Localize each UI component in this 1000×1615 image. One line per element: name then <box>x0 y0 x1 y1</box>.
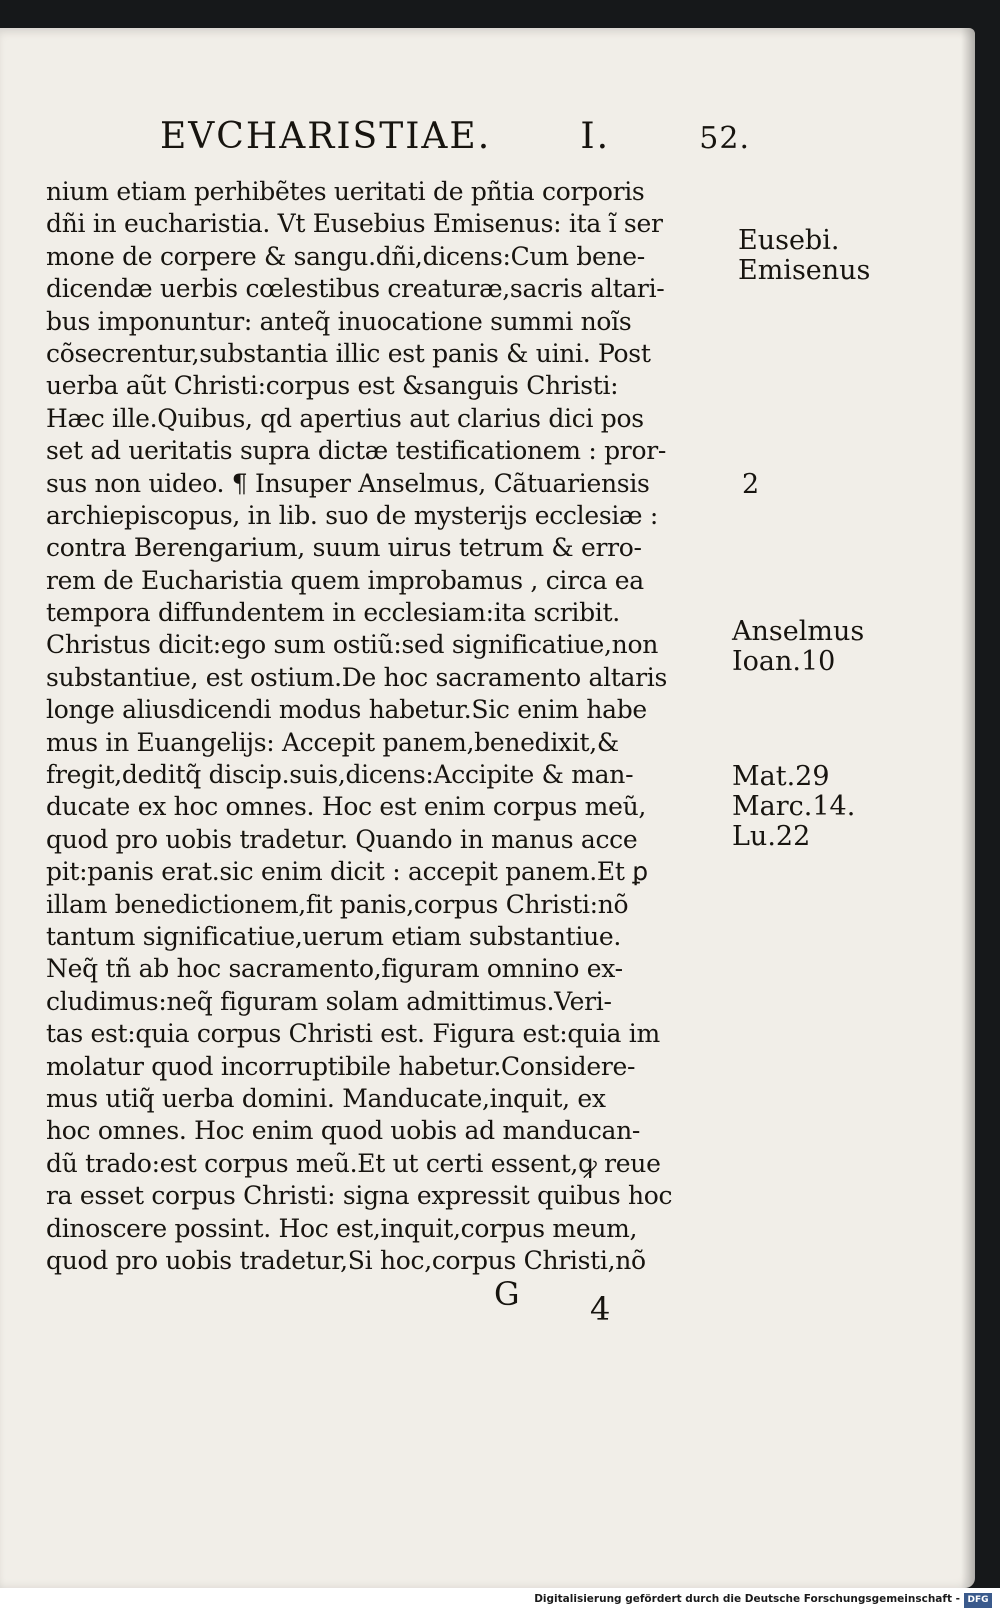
text-line: contra Berengarium, suum uirus tetrum & erro- <box>46 533 642 563</box>
marginal-note-line: Marc.14. <box>732 791 856 822</box>
marginal-note-gospels <box>732 762 855 852</box>
marginal-note-number: 2 <box>742 469 760 500</box>
text-line: substantiue, est ostium.De hoc sacramento altaris <box>46 662 667 692</box>
text-line: set ad ueritatis supra dictæ testificationem : pror- <box>46 436 666 466</box>
text-line: quod pro uobis tradetur. Quando in manus acce <box>46 824 638 854</box>
text-line: dinoscere possint. Hoc est,inquit,corpus meum, <box>46 1213 638 1243</box>
text-line: dñi in eucharistia. Vt Eusebius Emisenus: ita ĩ ser <box>46 209 663 239</box>
marginal-note-line: Anselmus <box>732 616 865 647</box>
text-line: hoc omnes. Hoc enim quod uobis ad manducan- <box>46 1116 641 1146</box>
marginal-note-line: Mat.29 <box>732 761 830 792</box>
text-line: tempora diffundentem in ecclesiam:ita scribit. <box>46 598 620 628</box>
page-number: 52. <box>699 121 750 156</box>
text-line: uerba aũt Christi:corpus est &sanguis Christi: <box>46 371 619 401</box>
text-line: longe aliusdicendi modus habetur.Sic enim habe <box>46 695 647 725</box>
text-line: bus imponuntur: anteq̃ inuocatione summi noĩs <box>46 306 632 336</box>
text-line: mone de corpere & sangu.dñi,dicens:Cum bene- <box>46 241 645 271</box>
text-line: dũ trado:est corpus meũ.Et ut certi essent,ꝙ reue <box>46 1148 661 1178</box>
running-head-chapter: I. <box>580 116 611 157</box>
signature-number: 4 <box>590 1290 611 1328</box>
digitization-credit-bar <box>0 1588 1000 1615</box>
text-line: molatur quod incorruptibile habetur.Considere- <box>46 1051 636 1081</box>
text-line: illam benedictionem,fit panis,corpus Christi:nõ <box>46 889 629 919</box>
running-head-title: EVCHARISTIAE. <box>160 116 492 157</box>
text-line: mus in Euangelijs: Accepit panem,benedixit,& <box>46 727 619 757</box>
running-head <box>160 116 750 157</box>
text-line: pit:panis erat.sic enim dicit : accepit panem.Et ꝑ <box>46 857 648 887</box>
text-line: archiepiscopus, in lib. suo de mysterijs ecclesiæ : <box>46 500 659 530</box>
text-line: tantum significatiue,uerum etiam substantiue. <box>46 921 622 951</box>
marginal-note-line: Ioan.10 <box>732 646 836 677</box>
signature-mark: G <box>494 1275 520 1313</box>
text-line: cõsecrentur,substantia illic est panis & uini. Post <box>46 338 651 368</box>
text-line: dicendæ uerbis cœlestibus creaturæ,sacris altari- <box>46 274 665 304</box>
marginal-note-line: Lu.22 <box>732 821 811 852</box>
text-line: ra esset corpus Christi: signa expressit quibus hoc <box>46 1181 673 1211</box>
text-line: ducate ex hoc omnes. Hoc est enim corpus meũ, <box>46 792 647 822</box>
text-line: sus non uideo. ¶ Insuper Anselmus, Cãtuariensis <box>46 468 650 498</box>
text-line: Neq̃ tñ ab hoc sacramento,figuram omnino ex- <box>46 954 623 984</box>
text-line: tas est:quia corpus Christi est. Figura est:quia im <box>46 1019 660 1049</box>
text-line: fregit,deditq̃ discip.suis,dicens:Accipite & man- <box>46 760 634 790</box>
marginal-note-anselmus <box>732 617 864 677</box>
text-line: Christus dicit:ego sum ostiũ:sed significatiue,non <box>46 630 659 660</box>
text-line: Hæc ille.Quibus, qd apertius aut clarius dici pos <box>46 403 644 433</box>
text-line: nium etiam perhibẽtes ueritati de pñtia corporis <box>46 177 645 206</box>
text-line: cludimus:neq̃ figuram solam admittimus.Veri- <box>46 986 612 1016</box>
body-text <box>46 176 726 1277</box>
marginal-note-eusebius <box>738 226 870 286</box>
marginal-note-line: Emisenus <box>738 255 871 286</box>
dfg-logo: DFG <box>964 1593 992 1608</box>
text-line: rem de Eucharistia quem improbamus , circa ea <box>46 565 644 595</box>
text-line: quod pro uobis tradetur,Si hoc,corpus Christi,nõ <box>46 1245 646 1275</box>
marginal-note-line: Eusebi. <box>738 225 840 256</box>
digitization-credit: Digitalisierung gefördert durch die Deutsche Forschungsgemeinschaft - <box>534 1593 960 1605</box>
text-line: mus utiq̃ uerba domini. Manducate,inquit, ex <box>46 1083 606 1113</box>
